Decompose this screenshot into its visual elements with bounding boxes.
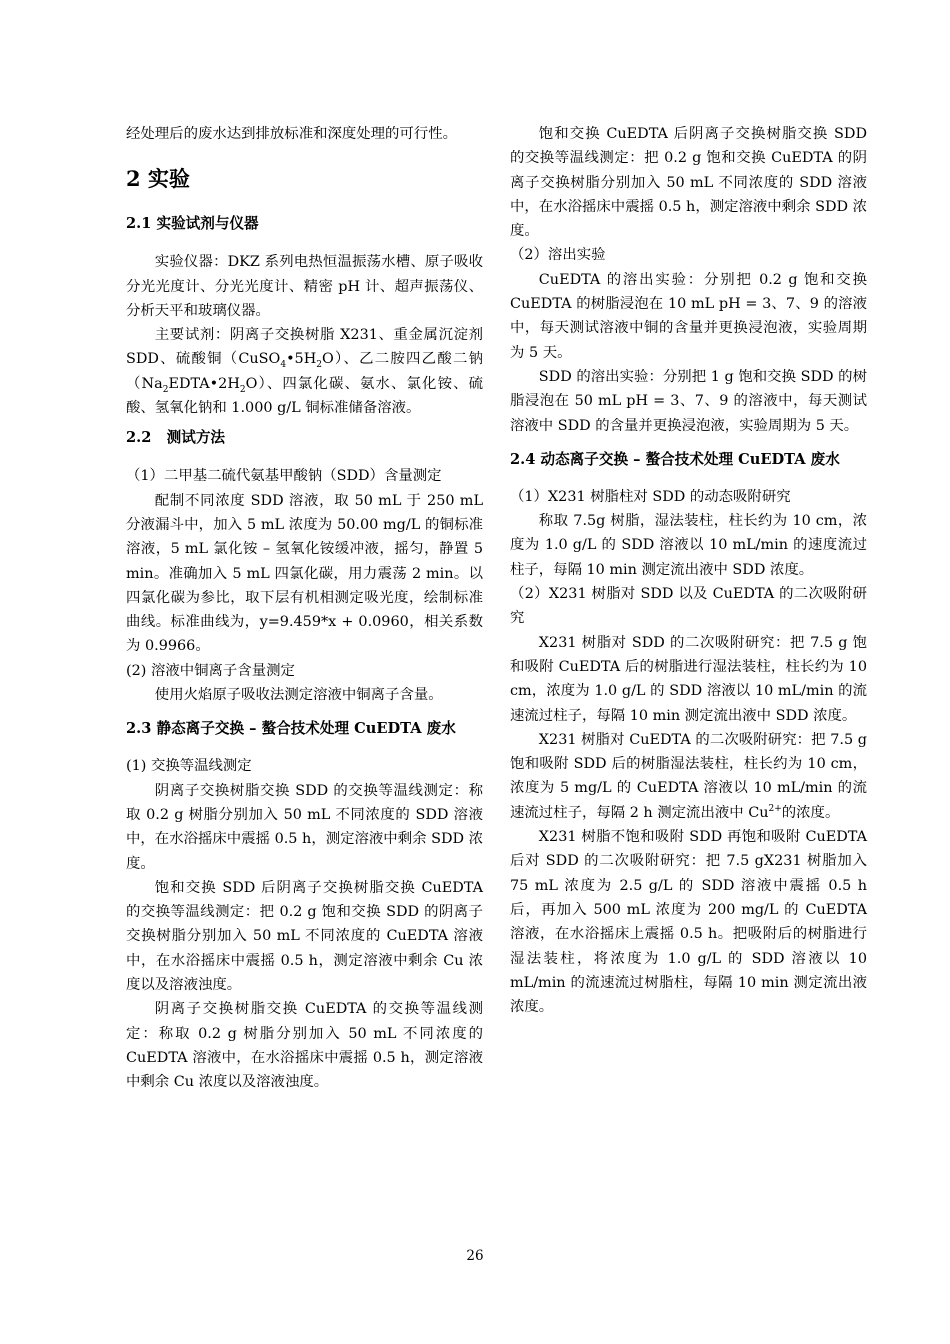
intro-paragraph: 经处理后的废水达到排放标准和深度处理的可行性。 — [126, 126, 457, 142]
item-dissolution: （2）溶出实验 — [510, 247, 606, 264]
item-1-sdd-measurement: （1）二甲基二硫代氨基甲酸钠（SDD）含量测定 — [126, 468, 442, 485]
isotherm-paragraph-4: 饱和交换 CuEDTA 后阴离子交换树脂交换 SDD 的交换等温线测定：把 0.2 g 饱和交换 CuEDTA 的阴离子交换树脂分别加入 50 mL 不同浓度的 SDD 溶液中，在水浴摇床中震摇 0.5 h，测定溶液中剩余 SDD 浓度。 — [510, 126, 867, 240]
section-2-4-heading: 2.4 动态离子交换 – 螯合技术处理 CuEDTA 废水 — [510, 450, 840, 468]
isotherm-paragraph-2: 饱和交换 SDD 后阴离子交换树脂交换 CuEDTA 的交换等温线测定：把 0.2 g 饱和交换 SDD 的阴离子交换树脂分别加入 50 mL 不同浓度的 CuEDTA 溶液中，在水浴摇床中震摇 0.5 h，测定溶液中剩余 Cu 浓度以及溶液浊度。 — [126, 879, 483, 994]
item-2-cu-measurement: (2) 溶液中铜离子含量测定 — [126, 662, 295, 679]
section-2-heading: 2 实验 — [126, 166, 190, 192]
right-column — [510, 122, 867, 1019]
isotherm-paragraph-1: 阴离子交换树脂交换 SDD 的交换等温线测定：称取 0.2 g 树脂分别加入 50 mL 不同浓度的 SDD 溶液中，在水浴摇床中震摇 0.5 h，测定溶液中剩余 SDD 浓度。 — [126, 782, 483, 872]
item-dynamic-2: （2）X231 树脂对 SDD 以及 CuEDTA 的二次吸附研究 — [510, 586, 867, 627]
isotherm-paragraph-3: 阴离子交换树脂交换 CuEDTA 的交换等温线测定：称取 0.2 g 树脂分别加入 50 mL 不同浓度的 CuEDTA 溶液中，在水浴摇床中震摇 0.5 h，测定溶液中剩余 Cu 浓度以及溶液浊度。 — [126, 1001, 483, 1091]
item-isotherm: (1) 交换等温线测定 — [126, 758, 252, 775]
instruments-paragraph: 实验仪器：DKZ 系列电热恒温振荡水槽、原子吸收分光光度计、分光光度计、精密 pH 计、超声振荡仪、分析天平和玻璃仪器。 — [126, 254, 483, 319]
left-column — [126, 122, 483, 1095]
dynamic-paragraph-3: X231 树脂对 CuEDTA 的二次吸附研究：把 7.5 g 饱和吸附 SDD 后的树脂湿法装柱，柱长约为 10 cm，浓度为 5 mg/L 的 CuEDTA 溶液以 10 mL/min 的流速流过柱子，每隔 2 h 测定流出液中 $Cu^{2+}$的浓度。 — [510, 731, 867, 821]
section-2-2-heading: 2.2 测试方法 — [126, 429, 226, 447]
cu-method-paragraph: 使用火焰原子吸收法测定溶液中铜离子含量。 — [154, 687, 443, 704]
dynamic-paragraph-1: 称取 7.5g 树脂，湿法装柱，柱长约为 10 cm，浓度为 1.0 g/L 的 SDD 溶液以 10 mL/min 的速度流过柱子，每隔 10 min 测定流出液中 SDD 浓度。 — [510, 513, 867, 578]
sdd-release-paragraph: SDD 的溶出实验：分别把 1 g 饱和交换 SDD 的树脂浸泡在 50 mL pH = 3、7、9 的溶液中，每天测试溶液中 SDD 的含量并更换浸泡液，实验周期为 5 天。 — [510, 368, 867, 434]
section-2-1-heading: 2.1 实验试剂与仪器 — [126, 215, 259, 233]
reagents-paragraph: 主要试剂：阴离子交换树脂 X231、重金属沉淀剂 SDD、硫酸铜$(CuSO_4•5H_2O)$、乙二胺四乙酸二钠$(Na_2EDTA•2H_2O)$、四氯化碳、氨水、氯化铵、硫酸、氢氧化钠和 1.000 g/L 铜标准储备溶液。 — [126, 327, 484, 417]
cuedta-release-paragraph: CuEDTA 的溶出实验：分别把 0.2 g 饱和交换 CuEDTA 的树脂浸泡在 10 mL pH = 3、7、9 的溶液中，每天测试溶液中铜的含量并更换浸泡液，实验周期为 5 天。 — [510, 271, 867, 361]
section-2-3-heading: 2.3 静态离子交换 – 螯合技术处理 CuEDTA 废水 — [126, 720, 456, 738]
dynamic-paragraph-4: X231 树脂不饱和吸附 SDD 再饱和吸附 CuEDTA 后对 SDD 的二次吸附研究：把 7.5 gX231 树脂加入 75 mL 浓度为 2.5 g/L 的 SDD 溶液中震摇 0.5 h 后，再加入 500 mL 浓度为 200 mg/L 的 CuEDTA 溶液，在水浴摇床上震摇 0.5 h。把吸附后的树脂进行湿法装柱，将浓度为 1.0 g/L 的 SDD 溶液以 10 mL/min 的流速流过树脂柱，每隔 10 min 测定流出液浓度。 — [510, 829, 867, 1016]
page-number: 26 — [466, 1248, 484, 1264]
sdd-method-paragraph: 配制不同浓度 SDD 溶液，取 50 mL 于 250 mL 分液漏斗中，加入 5 mL 浓度为 50.00 mg/L 的铜标准溶液，5 mL 氯化铵 – 氢氧化铵缓冲液，摇匀，静置 5 min。准确加入 5 mL 四氯化碳，用力震荡 2 min。以四氯化碳为参比，取下层有机相测定吸光度，绘制标准曲线。标准曲线为，y=9.459*x + 0.0960，相关系数为 0.9966。 — [126, 492, 483, 655]
dynamic-paragraph-2: X231 树脂对 SDD 的二次吸附研究：把 7.5 g 饱和吸附 CuEDTA 后的树脂进行湿法装柱，柱长约为 10 cm，浓度为 1.0 g/L 的 SDD 溶液以 10 mL/min 的流速流过柱子，每隔 10 min 测定流出液中 SDD 浓度。 — [510, 634, 867, 724]
item-dynamic-1: （1）X231 树脂柱对 SDD 的动态吸附研究 — [510, 488, 791, 505]
